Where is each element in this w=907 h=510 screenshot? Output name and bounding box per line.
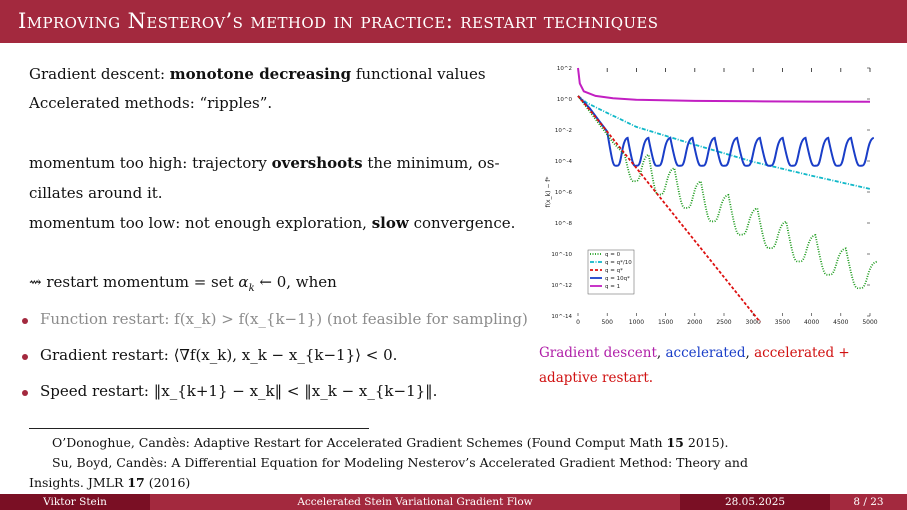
x-tick-label: 500 [601,319,613,326]
y-tick-label: 10^-8 [554,221,572,227]
figure-caption-line-2: adaptive restart. [539,370,654,386]
restart-line: ⇝ restart momentum = set $\alpha_k$ ← 0, when [29,273,337,294]
y-tick-label: 10^-6 [554,190,572,196]
footer-page-number: 8 / 23 [830,494,907,510]
x-tick-label: 1000 [628,319,645,326]
footnote-su-boyd-candes: Su, Boyd, Candès: A Differential Equation for Modeling Nesterov’s Accelerated Gradient Method: Theory and [52,455,748,470]
y-tick-label: 10^-10 [551,252,572,258]
bullet-speed-restart: Speed restart: ‖x_{k+1} − x_k‖ < ‖x_k − x_{k−1}‖. [40,382,438,400]
x-tick-label: 3500 [774,319,791,326]
series-line-0 [578,68,870,102]
series-line-2 [578,96,874,166]
momentum-high-line: momentum too high: trajectory overshoots the minimum, os- [29,154,500,172]
bullet-function-restart: Function restart: f(x_k) > f(x_{k−1}) (not feasible for sampling) [40,310,528,328]
legend-label: q = q*/10 [605,260,632,266]
y-tick-label: 10^2 [556,66,572,72]
footer-author: Viktor Stein [0,494,150,510]
x-tick-label: 3000 [745,319,761,326]
y-tick-label: 10^-12 [551,283,572,289]
y-axis-label: f(x_k) − f* [545,176,552,208]
legend-label: q = q* [605,268,623,274]
accelerated-line: Accelerated methods: “ripples”. [29,94,273,112]
footnote-su-boyd-candes-cont: Insights. JMLR 17 (2016) [29,475,191,490]
caption-gradient-descent: Gradient descent [539,345,657,361]
series-line-1 [578,96,870,189]
x-tick-label: 4000 [803,319,820,326]
footnote-odonoghue: O’Donoghue, Candès: Adaptive Restart for Accelerated Gradient Schemes (Found Comput Math 15 2015). [52,435,729,450]
bullet-dot [22,354,28,360]
y-tick-label: 10^0 [556,97,572,103]
slide-title: Improving Nesterov’s method in practice: restart techniques [18,9,659,33]
x-tick-label: 1500 [657,319,674,326]
y-tick-label: 10^-2 [554,128,572,134]
momentum-high-line-2: cillates around it. [29,184,163,202]
bullet-gradient-restart: Gradient restart: ⟨∇f(x_k), x_k − x_{k−1}⟩ < 0. [40,346,398,364]
gd-line: Gradient descent: monotone decreasing functional values [29,65,486,83]
caption-accelerated: accelerated [665,345,746,361]
footnote-rule [29,428,369,429]
figure-caption-line-1: Gradient descent, accelerated, accelerated + [539,345,850,361]
legend-label: q = 1 [605,284,621,290]
legend-label: q = 10q* [605,276,630,282]
legend-label: q = 0 [605,252,621,258]
x-tick-label: 0 [576,319,580,326]
x-tick-label: 4500 [833,319,849,326]
footer-date: 28.05.2025 [680,494,830,510]
slide-header [0,0,907,43]
y-tick-label: 10^-4 [554,159,572,165]
momentum-low-line: momentum too low: not enough exploration, slow convergence. [29,214,516,232]
caption-accelerated-restart: accelerated + [754,345,850,361]
x-tick-label: 2500 [716,319,732,326]
footer-talk-title: Accelerated Stein Variational Gradient Flow [150,494,680,510]
slide-footer [0,494,907,510]
bullet-dot [22,318,28,324]
bullet-dot [22,390,28,396]
x-tick-label: 5000 [862,319,878,326]
x-tick-label: 2000 [687,319,703,326]
y-tick-label: 10^-14 [551,314,572,320]
convergence-plot [540,60,880,330]
